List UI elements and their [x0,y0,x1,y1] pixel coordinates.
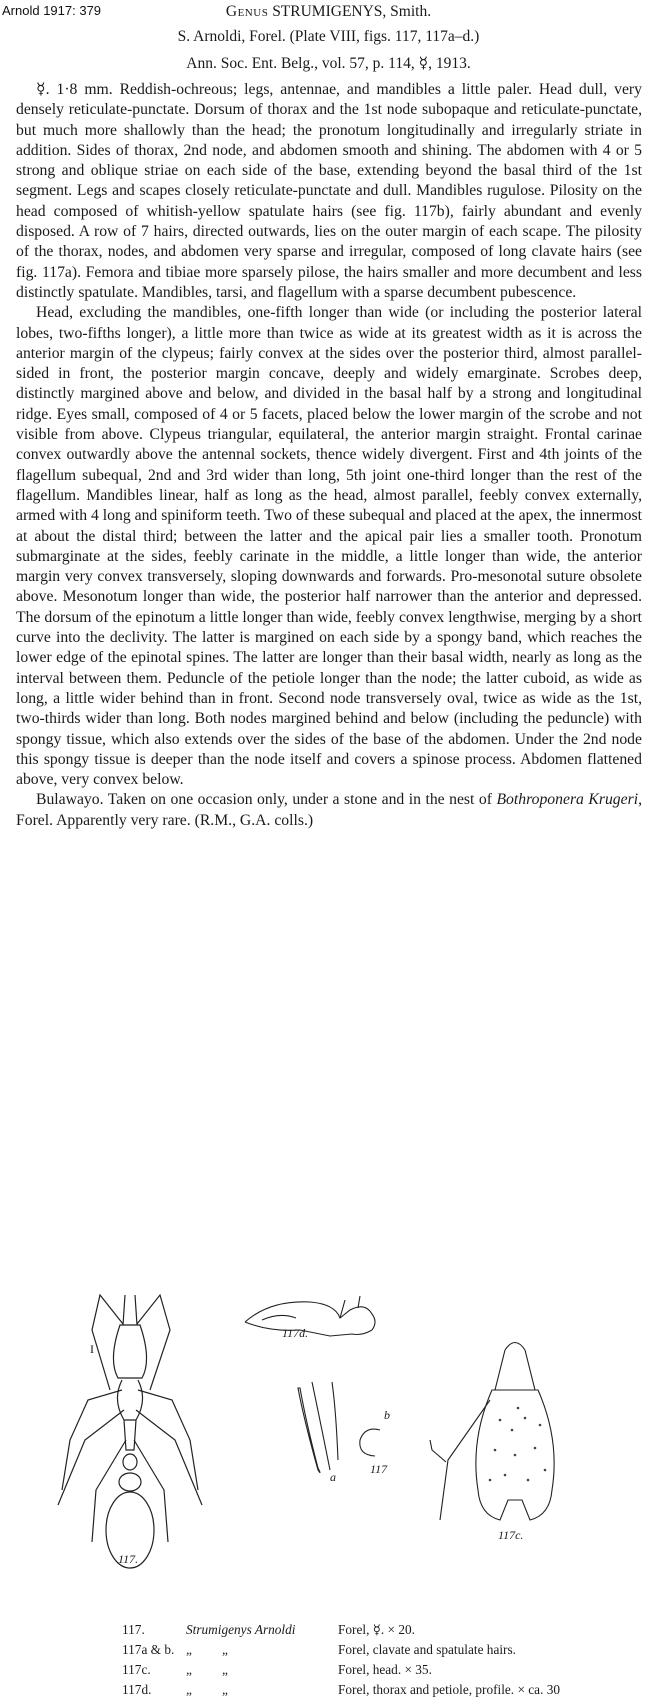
figure-label-117-small: 117 [370,1462,388,1476]
caption-ditto: „ [186,1662,192,1677]
host-species: Bothroponera Krugeri [496,791,639,809]
caption-row [122,1620,642,1640]
caption-ditto: „ [186,1642,192,1657]
hairs-drawing [298,1382,380,1473]
caption-ditto: „ [222,1642,228,1657]
paragraph-description: ☿. 1·8 mm. Reddish-ochreous; legs, antennae, and mandibles a little paler. Head dull, very densely reticulate-punctate. Dorsum of thorax and the 1st node subopaque and reticulate-punctate, but much more shallowly than the head; the pronotum longitudinally and irregularly striate in addition. Sides of thorax, 2nd node, and abdomen smooth and shining. The abdomen with 4 or 5 strong and oblique striae on each side of the base, extending beyond the basal third of the 1st segment. Legs and scapes closely reticulate-punctate and dull. Mandibles rugulose. Pilosity on the head composed of whitish-yellow spatulate hairs (see fig. 117b), fairly abundant and evenly disposed. A row of 7 hairs, directed outwards, lies on the outer margin of each scape. The pilosity of the thorax, nodes, and abdomen very sparse and irregular, composed of long clavate hairs (see fig. 117a). Femora and tibiae more sparsely pilose, the hairs smaller and more decumbent and less distinctly spatulate. Mandibles, tarsi, and flagellum with a sparse decumbent pubescence. [16,81,642,301]
caption-ditto: „ [222,1662,228,1677]
description-body [16,80,642,831]
figure-captions [122,1620,642,1700]
head-drawing [430,1343,554,1521]
ant-whole-drawing [58,1295,202,1568]
species-heading: S. Arnoldi, Forel. (Plate VIII, figs. 117, 117a–d.) [177,28,480,45]
caption-number: 117c. [122,1662,151,1677]
figure-plate [0,1290,657,1620]
caption-number: 117d. [122,1682,152,1697]
figure-label-117: 117. [118,1552,139,1566]
caption-number: 117. [122,1622,145,1637]
citation-label: Arnold 1917: 379 [2,3,102,18]
caption-species: Strumigenys Arnoldi [186,1622,296,1637]
caption-row [122,1660,642,1680]
caption-text: Forel, head. × 35. [338,1662,432,1677]
genus-name: STRUMIGENYS, Smith. [272,3,432,20]
figure-label-117c: 117c. [498,1528,524,1542]
caption-text: Forel, clavate and spatulate hairs. [338,1642,516,1657]
genus-prefix: Genus [225,3,269,20]
locality-text-end: , Forel. Apparently very rare. (R.M., G.A. colls.) [16,791,642,829]
caption-ditto: „ [186,1682,192,1697]
genus-heading [0,3,657,21]
paragraph-head: Head, excluding the mandibles, one-fifth longer than wide (or including the posterior lateral lobes, two-fifths longer), a little more than twice as wide at its greatest width as it is across the anterior margin of the clypeus; fairly convex at the sides over the posterior third, almost parallel-sided in front, the posterior margin concave, deeply and widely emarginate. Scrobes deep, distinctly margined above and below, and divided in the basal half by a strong and longitudinal ridge. Eyes small, composed of 4 or 5 facets, placed below the lower margin of the scrobe and not visible from above. Clypeus triangular, equilateral, the anterior margin straight. Frontal carinae convex outwardly above the antennal sockets, thence widely divergent. First and 4th joints of the flagellum subequal, 2nd and 3rd wider than long, 5th joint one-third longer than the rest of the flagellum. Mandibles linear, half as long as the head, almost parallel, feebly convex externally, armed with 4 long and spiniform teeth. Two of these subequal and placed at the apex, the innermost at about the distal third; between the latter and the apical pair lies a smaller tooth. Pronotum submarginate at the sides, feebly carinate in the middle, a little longer than wide, the anterior margin very convex transversely, sloping downwards and forwards. Pro-mesonotal suture obsolete above. Mesonotum longer than wide, the posterior half narrower than the anterior and depressed. The dorsum of the epinotum a little longer than wide, feebly convex lengthwise, merging by a short curve into the declivity. The latter is margined on each side by a spongy band, which reaches the lower edge of the epinotal spines. The latter are longer than their basal width, nearly as long as the interval between them. Peduncle of the petiole longer than the node; the latter cuboid, as wide as long, a little wider behind than in front. Second node transversely oval, twice as wide as the 1st, two-thirds wider than long. Both nodes margined behind and below (including the peduncle) with spongy tissue, which also extends over the sides of the base of the abdomen. Under the 2nd node this spongy tissue is deeper than the node itself and covers a spinose process. Abdomen flattened above, very convex below. [16,304,642,789]
caption-number: 117a & b. [122,1642,175,1657]
locality-text: Bulawayo. Taken on one occasion only, under a stone and in the nest of [36,791,497,809]
scale-mark: I [90,1342,94,1356]
caption-row [122,1680,642,1700]
figure-label-117d: 117d. [282,1326,309,1340]
figure-label-117a: a [330,1470,336,1484]
caption-ditto: „ [222,1682,228,1697]
caption-text: Forel, thorax and petiole, profile. × ca. 30 [338,1682,561,1697]
thorax-profile-drawing [245,1296,375,1336]
reference-line: Ann. Soc. Ent. Belg., vol. 57, p. 114, ☿, 1913. [186,55,471,72]
caption-text: Forel, ☿. × 20. [338,1622,415,1637]
plate-drawings [0,1290,657,1620]
figure-label-117b: b [384,1408,390,1422]
caption-row [122,1640,642,1660]
paragraph-locality [16,790,642,831]
